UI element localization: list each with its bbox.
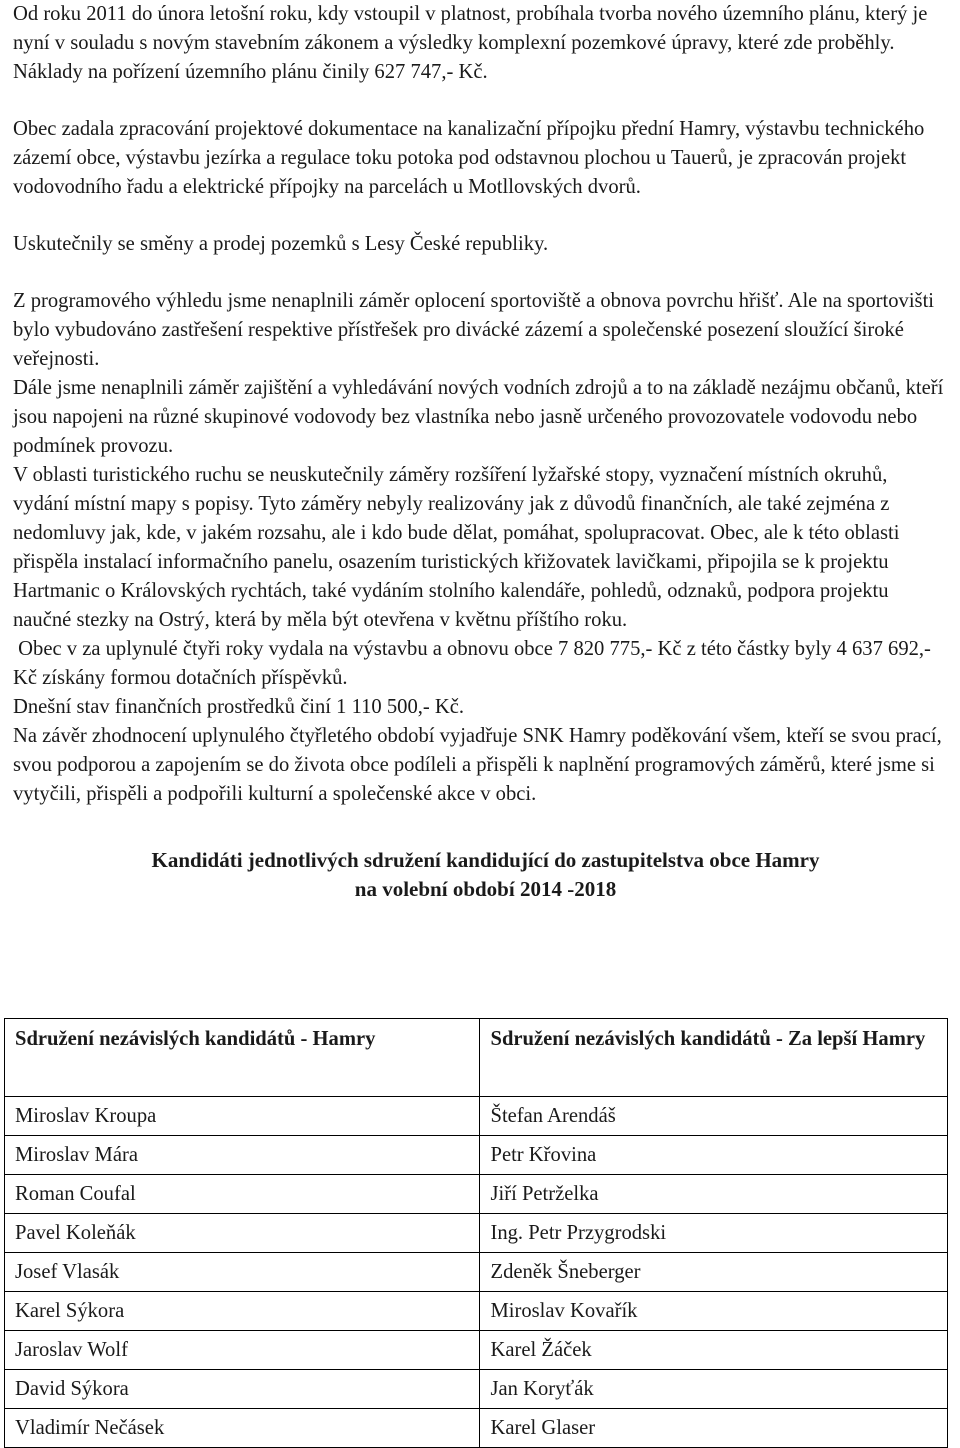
candidate-name: Štefan Arendáš (480, 1097, 948, 1136)
election-period-heading: na volební období 2014 -2018 (354, 877, 617, 901)
candidate-name: Pavel Koleňák (5, 1214, 480, 1253)
candidate-name: Karel Sýkora (5, 1292, 480, 1331)
table-row (5, 1175, 948, 1214)
candidate-name: Zdeněk Šneberger (480, 1253, 948, 1292)
candidate-name: Jaroslav Wolf (5, 1331, 480, 1370)
candidate-name: Miroslav Mára (5, 1136, 480, 1175)
paragraph-land-use-plan: Od roku 2011 do února letošní roku, kdy vstoupil v platnost, probíhala tvorba nového územního plánu, který je nyní v souladu s novým stavebním zákonem a výsledky komplexní pozemkové úpravy, které zde proběhly. Náklady na pořízení územního plánu činily 627 747,- Kč. (13, 3, 928, 83)
paragraph-thanks: Na závěr zhodnocení uplynulého čtyřletého období vyjadřuje SNK Hamry poděkování všem, kteří se svou prací, svou podporou a zapojením se do života obce podíleli a přispěli k naplnění programových záměrů, které jsme si vytyčili, přispěli a podpořili kulturní a společenské akce v obci. (13, 725, 942, 805)
candidates-table (4, 1018, 948, 1448)
candidate-name: Karel Glaser (480, 1409, 948, 1448)
table-row (5, 1331, 948, 1370)
paragraph-project-documentation: Obec zadala zpracování projektové dokumentace na kanalizační přípojku přední Hamry, výstavbu technického zázemí obce, výstavbu jezírka a regulace toku potoka pod odstavnou plochou u Tauerů, je zpracován projekt vodovodního řadu a elektrické přípojky na parcelách u Motllovských dvorů. (13, 118, 925, 198)
table-row (5, 1253, 948, 1292)
column-header-snk-za-lepsi-hamry: Sdružení nezávislých kandidátů - Za lepší Hamry (480, 1019, 948, 1097)
paragraph-water-sources: Dále jsme nenaplnili záměr zajištění a vyhledávání nových vodních zdrojů a to na základě nezájmu občanů, kteří jsou napojeni na různé skupinové vodovody bez vlastníka nebo jasně určeného provozovatele vodovodu nebo podmínek provozu. (13, 377, 944, 457)
candidate-name: Ing. Petr Przygrodski (480, 1214, 948, 1253)
paragraph-land-exchange: Uskutečnily se směny a prodej pozemků s Lesy České republiky. (13, 233, 549, 255)
candidate-name: Josef Vlasák (5, 1253, 480, 1292)
table-header-row (5, 1019, 948, 1097)
candidate-name: Jiří Petrželka (480, 1175, 948, 1214)
paragraph-sports-ground: Z programového výhledu jsme nenaplnili záměr oplocení sportoviště a obnova povrchu hřišť. Ale na sportovišti bylo vybudováno zastřešení respektive přístřešek pro divácké zázemí a společenské posezení sloužící široké veřejnosti. (13, 290, 935, 370)
table-row (5, 1409, 948, 1448)
table-row (5, 1214, 948, 1253)
candidate-name: Petr Křovina (480, 1136, 948, 1175)
table-row (5, 1292, 948, 1331)
candidate-name: David Sýkora (5, 1370, 480, 1409)
table-row (5, 1370, 948, 1409)
column-header-snk-hamry: Sdružení nezávislých kandidátů - Hamry (5, 1019, 480, 1097)
candidate-name: Miroslav Kroupa (5, 1097, 480, 1136)
document-body (13, 0, 948, 904)
table-row (5, 1136, 948, 1175)
candidate-name: Roman Coufal (5, 1175, 480, 1214)
candidates-heading: Kandidáti jednotlivých sdružení kandidující do zastupitelstva obce Hamry (151, 848, 820, 872)
candidate-name: Miroslav Kovařík (480, 1292, 948, 1331)
paragraph-tourism: V oblasti turistického ruchu se neuskutečnily záměry rozšíření lyžařské stopy, vyznačení místních okruhů, vydání místní mapy s popisy. Tyto záměry nebyly realizovány jak z důvodů finančních, ale také zejména z nedomluvy jak, kde, v jakém rozsahu, ale i kdo bude dělat, pomáhat, spolupracovat. Obec, ale k této oblasti přispěla instalací informačního panelu, osazením turistických křižovatek lavičkami, připojila se k projektu Hartmanic o Královských rychtách, také vydáním stolního kalendáře, pohledů, odznaků, podpora projektu naučné stezky na Ostrý, která by měla být otevřena v květnu příštího roku. (13, 464, 900, 631)
candidate-name: Karel Žáček (480, 1331, 948, 1370)
paragraph-finances: Dnešní stav finančních prostředků činí 1 110 500,- Kč. (13, 696, 465, 718)
candidate-name: Vladimír Nečásek (5, 1409, 480, 1448)
paragraph-investment: Obec v za uplynulé čtyři roky vydala na výstavbu a obnovu obce 7 820 775,- Kč z této částky byly 4 637 692,- Kč získány formou dotačních příspěvků. (13, 638, 937, 689)
candidate-name: Jan Koryťák (480, 1370, 948, 1409)
table-row (5, 1097, 948, 1136)
